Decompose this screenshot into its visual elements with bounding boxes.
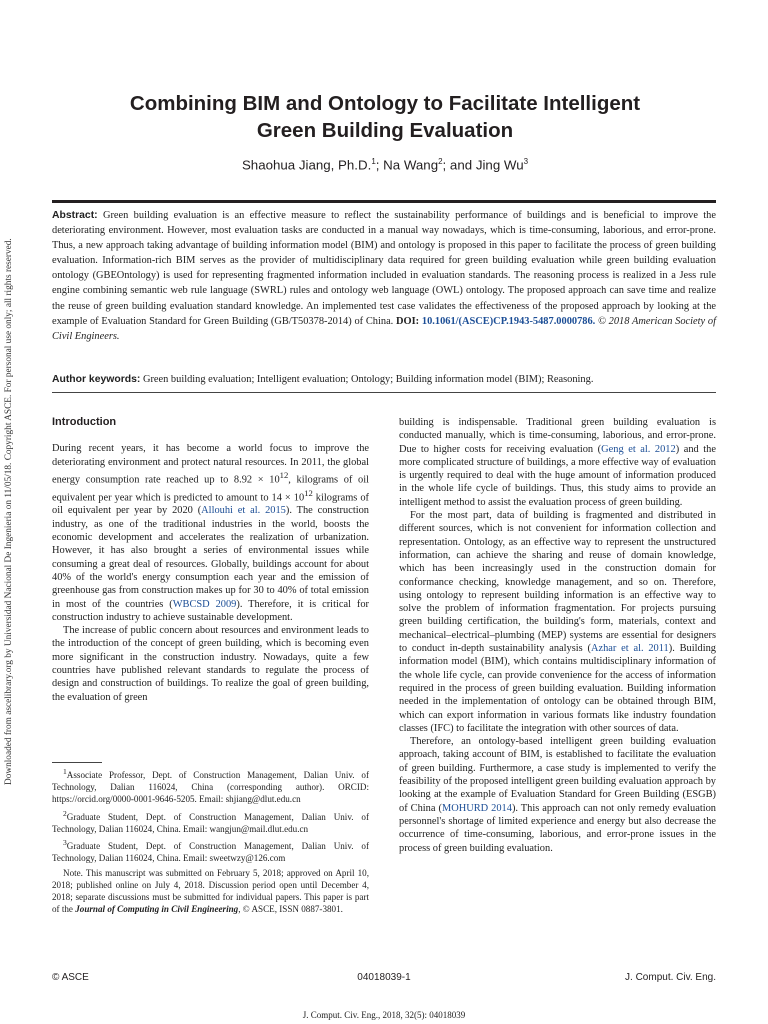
footnote-2 (52, 808, 369, 835)
text-run: , kilograms of oil equivalent per year which is predicted to amount to 14 × 10 (52, 474, 369, 504)
author-3-affil: 3 (523, 157, 529, 166)
author-2-affil: 2 (438, 157, 443, 166)
author-list (60, 157, 710, 172)
submission-note (52, 867, 369, 916)
text-run: ) and the more complicated structure of buildings, a more effective way of evaluation is urgently required to deal with the huge amount of information produced in the whole life cycle of buildings. Thus, this study aims to provide an intelligent method to assist the evaluation process of green building. (399, 443, 716, 508)
text-run: Therefore, an ontology-based intelligent green building evaluation approach, taking account of BIM, is established to facilitate the evaluation of green building. Furthermore, a case study is implemented to verify the feasibility of the proposed intelligent green building evaluation approach by looking at the example of Evaluation Standard for Green Building (ESGB) of China ( (399, 736, 716, 814)
footnote-marker: 3 (63, 838, 67, 848)
right-column (399, 416, 716, 855)
journal-name: Journal of Computing in Civil Engineering (75, 904, 239, 915)
citation-line: J. Comput. Civ. Eng., 2018, 32(5): 04018039 (302, 1010, 466, 1020)
paper-title (60, 90, 710, 144)
author-1: Shaohua Jiang, Ph.D. (241, 157, 372, 173)
footer-journal: J. Comput. Civ. Eng. (625, 972, 716, 983)
footnote-rule (52, 762, 102, 763)
header-rule (52, 200, 716, 203)
abstract (52, 208, 716, 344)
footnote-1 (52, 766, 369, 806)
author-2: ; Na Wang (375, 157, 439, 173)
title-line-2: Green Building Evaluation (256, 119, 514, 142)
footnote-text: Graduate Student, Dept. of Construction Management, Dalian Univ. of Technology, Dalian 116024, China. Email: sweetwzy@126.com (52, 841, 369, 864)
citation-link[interactable]: Azhar et al. 2011 (590, 643, 669, 655)
footer-publisher: © ASCE (52, 972, 89, 983)
text-run: ). Therefore, it is critical for construction industry to achieve sustainable development. (52, 598, 369, 623)
paragraph (52, 442, 369, 624)
text-run: During recent years, it has become a world focus to improve the deteriorating environment and protect natural resources. In 2011, the global energy consumption rate reached up to 8.92 × 10 (52, 443, 369, 486)
text-run: For the most part, data of building is fragmented and distributed in different sources, which is not convenient for information collection and representation. Ontology, as an effective way to represent the unstructured information, can achieve the sharing and reuse of domain knowledge, which has been increasingly used in the construction domain for conformance checking, knowledge management, and so on. Therefore, using ontology to represent building information is an effective way to solve the problem of information fragmentation. For projects pursuing green building certification, the building's form, materials, context and mechanical–electrical–plumbing (MEP) systems are essential for designers to conduct in-depth sustainability analysis ( (399, 510, 716, 655)
citation-link[interactable]: WBCSD 2009 (172, 598, 237, 610)
paragraph: The increase of public concern about resources and environment leads to the introduction of the concept of green building, which is becoming even more significant in the construction industry. Nowadays, quite a few countries have published relevant standards to regulate the process of design and construction of buildings. To realize the goal of green building, the evaluation of green (52, 625, 369, 703)
footnote-marker: 2 (63, 808, 67, 818)
citation-link[interactable]: Allouhi et al. 2015 (201, 505, 286, 517)
keywords-text: Green building evaluation; Intelligent evaluation; Ontology; Building information model (BIM); Reasoning. (142, 374, 594, 385)
section-heading: Introduction (52, 416, 117, 428)
abstract-text: Green building evaluation is an effective measure to reflect the sustainability performance of buildings and is beneficial to improve the deteriorating environment. However, most evaluation tasks are conducted in a manual way nowadays, which is time-consuming, laborious, and error-prone. Thus, a new approach taking advantage of building information model (BIM) and ontology is proposed in this paper to facilitate the process of green building evaluation. Information-rich BIM serves as the provider of multidisciplinary data required for green building evaluation while green building evaluation ontology (GBEOntology) is used for representing fragmented information included in evaluation standards. The reasoning process is realized in a Jess rule engine combining semantic web rule language (SWRL) rules and ontology web language (OWL) ontology. The proposed approach can save time and realize the reuse of green building evaluation standard knowledge. An implemented test case validates the effectiveness of the proposed approach by looking at the example of Evaluation Standard for Green Building (GB/T50378-2014) of China. (52, 210, 716, 327)
exponent: 12 (279, 469, 289, 480)
text-run: building is indispensable. Traditional green building evaluation is conducted manually, which is time-consuming, laborious, and error-prone. Due to higher costs for receiving evaluation ( (399, 417, 716, 455)
paragraph (399, 735, 716, 855)
footnotes (52, 766, 369, 917)
footnote-marker: 1 (63, 767, 67, 776)
abstract-label: Abstract: (52, 210, 98, 221)
text-run: kilograms of oil equivalent per year by 2020 ( (52, 492, 369, 517)
paragraph (399, 416, 716, 509)
citation-link[interactable]: MOHURD 2014 (441, 802, 512, 814)
exponent: 12 (304, 487, 313, 498)
title-line-1: Combining BIM and Ontology to Facilitate Intelligent (129, 92, 641, 115)
keywords-rule (52, 392, 716, 393)
doi-label: DOI: (396, 315, 420, 327)
footnote-3 (52, 837, 369, 864)
text-run: ). The construction industry, as one of the traditional industries in the world, boosts the economic development and accelerates the realization of urbanization. However, it has also brought a series of environmental issues while consuming a great deal of resources. Globally, buildings account for about 40% of the world's energy consumption each year and the emission of greenhouse gas from construction makes up for 30 to 40% of total emission in most of the countries ( (52, 505, 369, 610)
note-text: , © ASCE, ISSN 0887-3801. (238, 904, 343, 915)
download-notice: Downloaded from ascelibrary.org by Universidad Nacional De Ingenieria on 11/05/18. Copyright ASCE. For personal use only; all rights reserved. (4, 238, 14, 785)
text-run: ). This approach can not only remedy evaluation personnel's shortage of limited experience and energy but also decrease the occurrence of time-consuming, laborious, and error-prone issues in the process of green building evaluation. (399, 802, 716, 854)
author-3: ; and Jing Wu (442, 157, 524, 173)
doi-link[interactable]: 10.1061/(ASCE)CP.1943-5487.0000786. (421, 315, 596, 327)
keywords-label: Author keywords: (52, 374, 141, 385)
page-footer (52, 972, 716, 986)
footnote-text: Graduate Student, Dept. of Construction Management, Dalian Univ. of Technology, Dalian 116024, China. Email: wangjun@mail.dlut.edu.cn (52, 811, 369, 834)
footnote-text: Associate Professor, Dept. of Construction Management, Dalian Univ. of Technology, Dalian 116024, China (corresponding author). ORCID: https://orcid.org/0000-0001-9646-5205. Email: shjiang@dlut.edu.cn (52, 770, 369, 805)
author-keywords (52, 373, 716, 387)
text-run: ). Building information model (BIM), which contains multidisciplinary information of the whole life cycle, can provide convenience for the access of information required in the process of green building evaluation. Building information needed in the implementation of ontology can be obtained through BIM, which can export information in various formats like industry foundation classes (IFC) to facilitate the integration with other sources of data. (399, 643, 716, 734)
copyright-notice: © 2018 American Society of Civil Engineers. (52, 315, 716, 342)
author-1-affil: 1 (371, 157, 376, 166)
footer-article-number: 04018039-1 (357, 972, 411, 983)
citation-link[interactable]: Geng et al. 2012 (601, 443, 676, 455)
left-column (52, 416, 369, 704)
note-text: Note. This manuscript was submitted on February 5, 2018; approved on April 10, 2018; published online on July 4, 2018. Discussion period open until December 4, 2018; separate discussions must be submitted for individual papers. This paper is part of the (52, 867, 369, 915)
paragraph (399, 509, 716, 735)
